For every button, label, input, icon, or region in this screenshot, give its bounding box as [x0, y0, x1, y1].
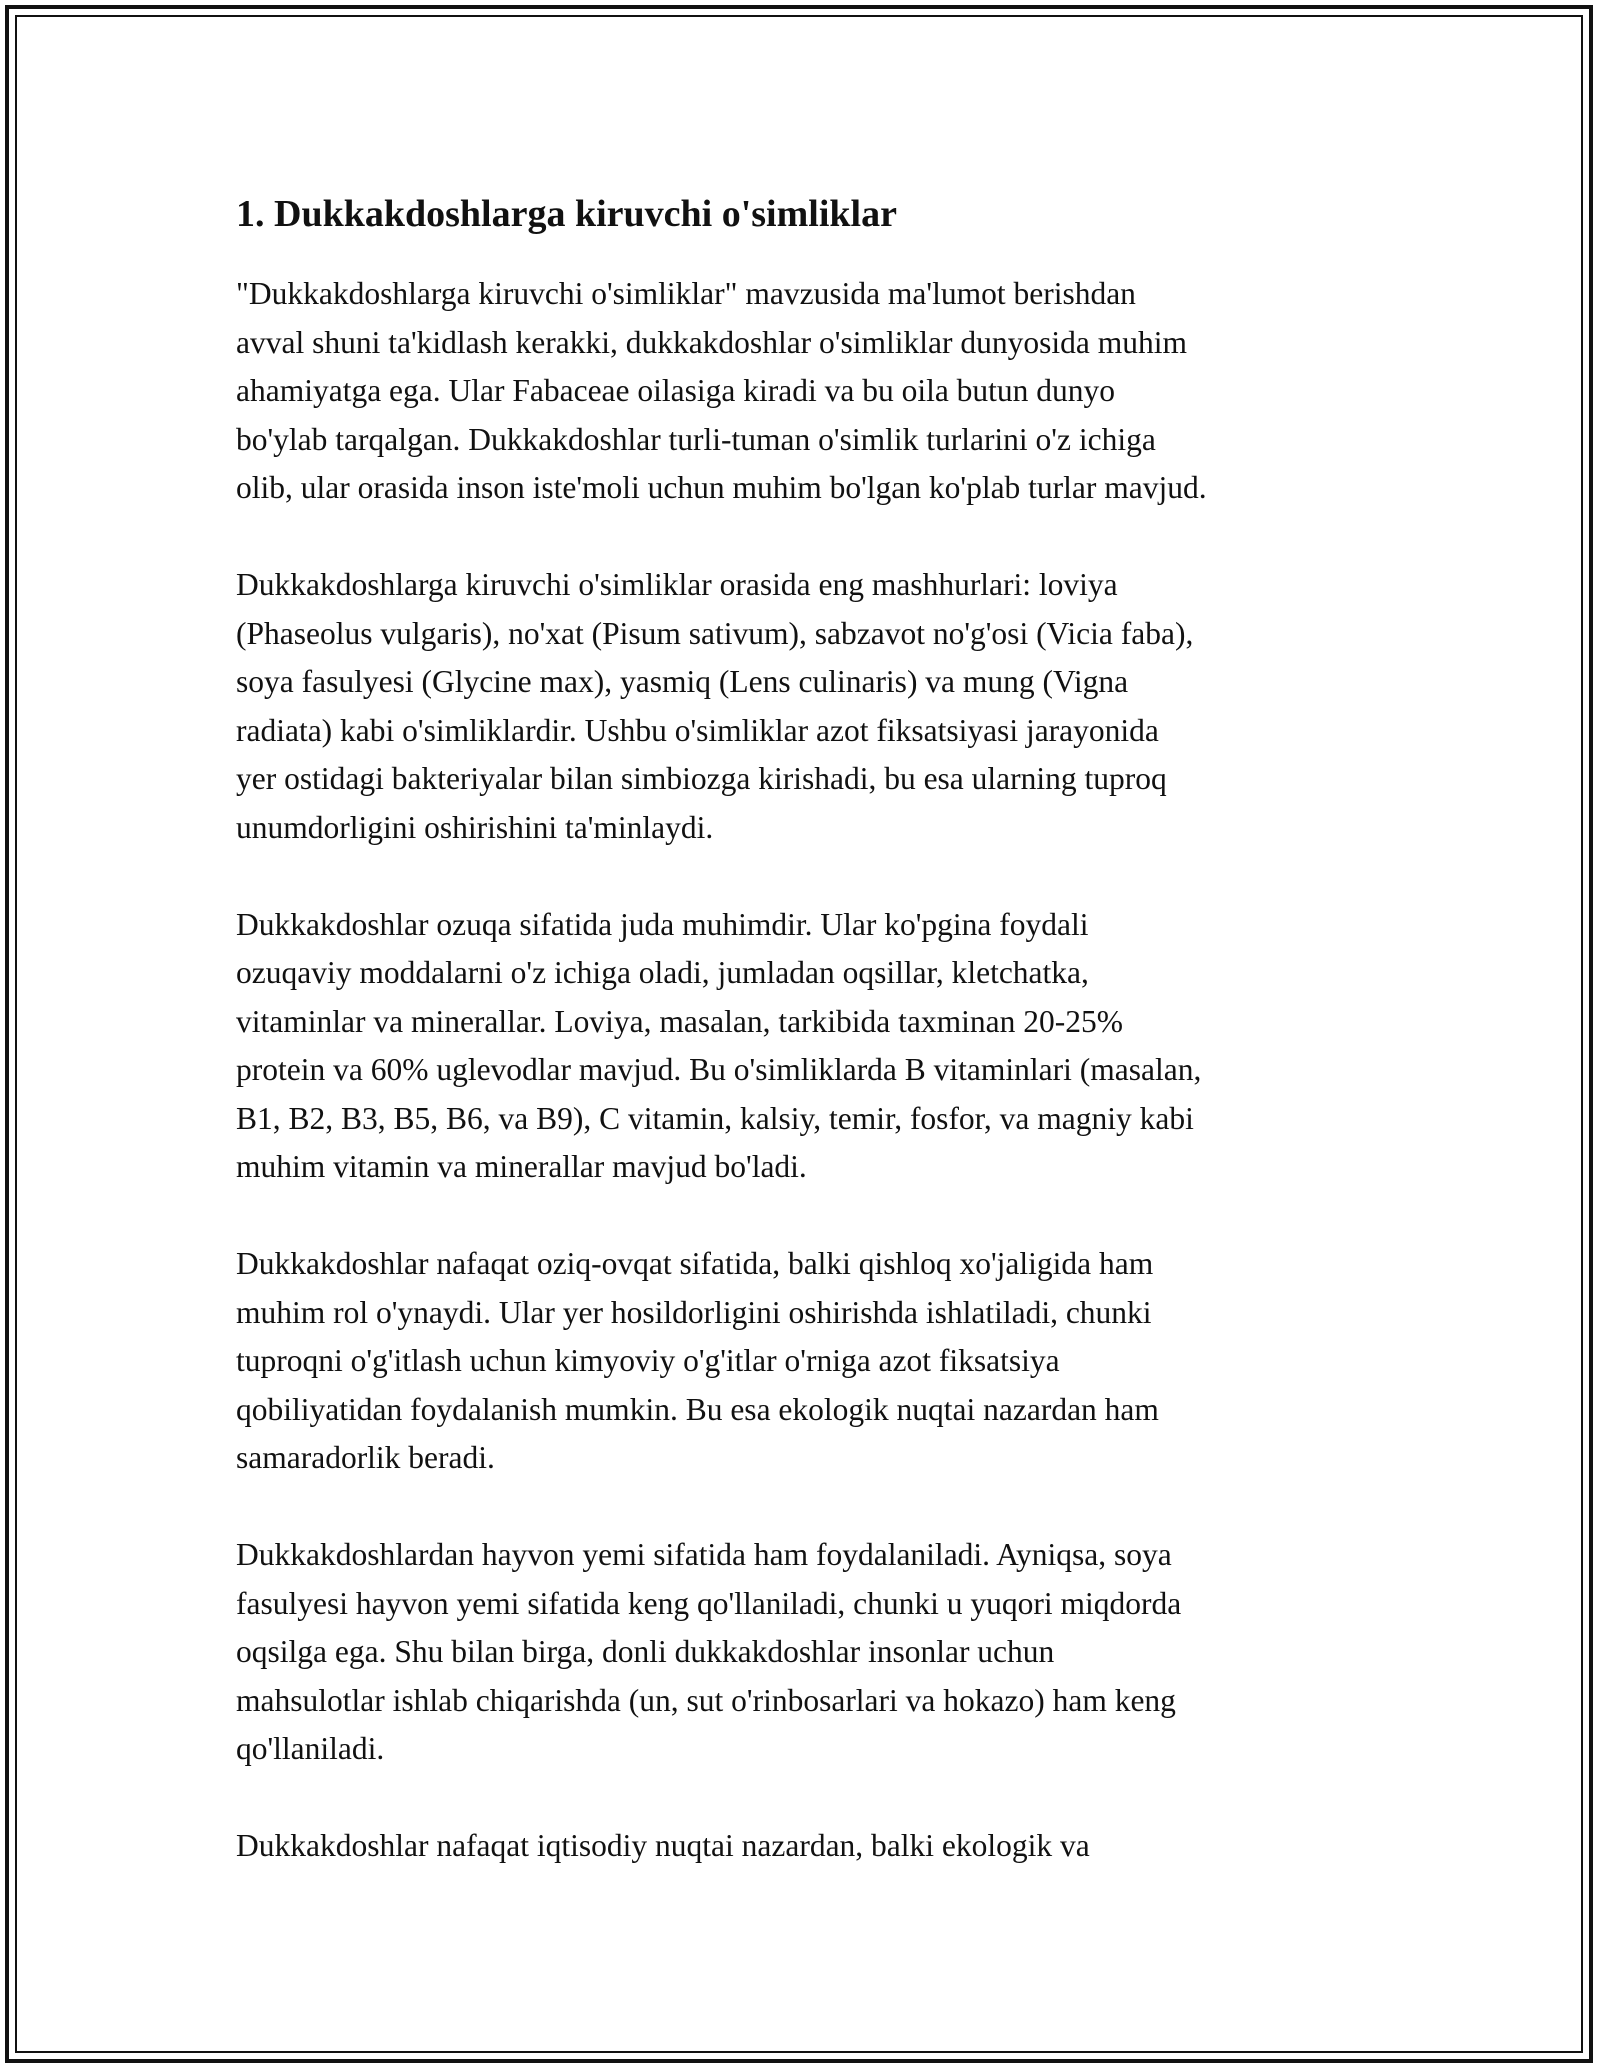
- text-line: yer ostidagi bakteriyalar bilan simbiozga kirishadi, bu esa ularning tuproq: [236, 761, 1167, 796]
- text-line: Dukkakdoshlardan hayvon yemi sifatida ham foydalaniladi. Ayniqsa, soya: [236, 1537, 1172, 1572]
- text-line: Dukkakdoshlar nafaqat oziq-ovqat sifatida, balki qishloq xo'jaligida ham: [236, 1246, 1154, 1281]
- text-line: Dukkakdoshlar nafaqat iqtisodiy nuqtai nazardan, balki ekologik va: [236, 1828, 1090, 1863]
- text-line: mahsulotlar ishlab chiqarishda (un, sut o'rinbosarlari va hokazo) ham keng: [236, 1682, 1176, 1718]
- text-line: unumdorligini oshirishini ta'minlaydi.: [236, 809, 714, 845]
- paragraph-3: [236, 901, 1386, 1192]
- text-line: ozuqaviy moddalarni o'z ichiga oladi, jumladan oqsillar, kletchatka,: [236, 955, 1089, 990]
- paragraph-2: [236, 561, 1386, 852]
- text-line: Dukkakdoshlarga kiruvchi o'simliklar orasida eng mashhurlari: loviya: [236, 567, 1118, 602]
- text-line: oqsilga ega. Shu bilan birga, donli dukkakdoshlar insonlar uchun: [236, 1634, 1055, 1669]
- text-line: ahamiyatga ega. Ular Fabaceae oilasiga kiradi va bu oila butun dunyo: [236, 373, 1116, 408]
- text-line: muhim rol o'ynaydi. Ular yer hosildorligini oshirishda ishlatiladi, chunki: [236, 1294, 1152, 1330]
- text-line: qobiliyatidan foydalanish mumkin. Bu esa ekologik nuqtai nazardan ham: [236, 1391, 1159, 1427]
- text-line: avval shuni ta'kidlash kerakki, dukkakdoshlar o'simliklar dunyosida muhim: [236, 324, 1187, 360]
- paragraph-4: [236, 1240, 1386, 1483]
- text-line: samaradorlik beradi.: [236, 1440, 495, 1475]
- paragraph-6: [236, 1822, 1386, 1871]
- text-line: protein va 60% uglevodlar mavjud. Bu o'simliklarda B vitaminlari (masalan,: [236, 1052, 1202, 1087]
- text-line: tuproqni o'g'itlash uchun kimyoviy o'g'itlar o'rniga azot fiksatsiya: [236, 1343, 1060, 1378]
- text-line: qo'llaniladi.: [236, 1731, 385, 1766]
- section-heading: 1. Dukkakdoshlarga kiruvchi o'simliklar: [236, 193, 897, 235]
- paragraph-1: [236, 270, 1386, 513]
- document-body: [236, 186, 1386, 1919]
- text-line: "Dukkakdoshlarga kiruvchi o'simliklar" mavzusida ma'lumot berishdan: [236, 276, 1136, 311]
- text-line: muhim vitamin va minerallar mavjud bo'ladi.: [236, 1149, 807, 1184]
- text-line: radiata) kabi o'simliklardir. Ushbu o'simliklar azot fiksatsiyasi jarayonida: [236, 712, 1159, 748]
- text-line: B1, B2, B3, B5, B6, va B9), C vitamin, kalsiy, temir, fosfor, va magniy kabi: [236, 1100, 1194, 1136]
- text-line: olib, ular orasida inson iste'moli uchun muhim bo'lgan ko'plab turlar mavjud.: [236, 470, 1207, 505]
- text-line: Dukkakdoshlar ozuqa sifatida juda muhimdir. Ular ko'pgina foydali: [236, 906, 1089, 942]
- text-line: bo'ylab tarqalgan. Dukkakdoshlar turli-tuman o'simlik turlarini o'z ichiga: [236, 421, 1156, 457]
- text-line: vitaminlar va minerallar. Loviya, masalan, tarkibida taxminan 20-25%: [236, 1003, 1123, 1039]
- text-line: fasulyesi hayvon yemi sifatida keng qo'llaniladi, chunki u yuqori miqdorda: [236, 1585, 1182, 1621]
- paragraph-5: [236, 1531, 1386, 1774]
- text-line: (Phaseolus vulgaris), no'xat (Pisum sativum), sabzavot no'g'osi (Vicia faba),: [236, 615, 1194, 651]
- text-line: soya fasulyesi (Glycine max), yasmiq (Lens culinaris) va mung (Vigna: [236, 664, 1129, 699]
